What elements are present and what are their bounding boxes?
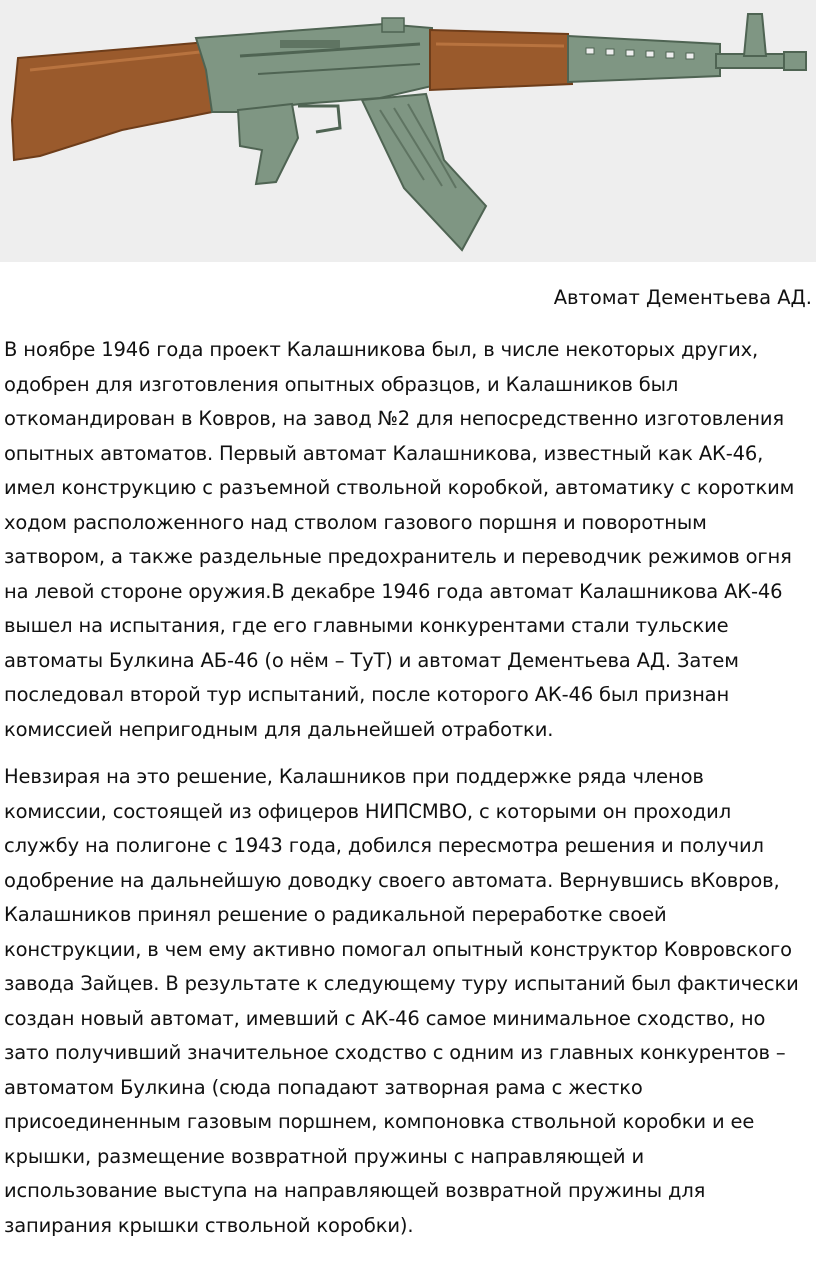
text-line: автоматы Булкина АБ-46 (о нём – ТуТ) и автомат Дементьева АД. Затем	[4, 648, 739, 672]
rifle-gas-block	[568, 36, 720, 82]
text-line: имел конструкцию с разъемной ствольной коробкой, автоматику с коротким	[4, 476, 795, 499]
rifle-illustration	[0, 0, 816, 262]
paragraph-2	[4, 760, 816, 1243]
text-line: ходом расположенного над стволом газового поршня и поворотным	[4, 510, 707, 534]
text-line: Калашников принял решение о радикальной переработке своей	[4, 903, 667, 926]
text-line: одобрен для изготовления опытных образцов, и Калашников был	[4, 372, 679, 396]
text-line: В ноябре 1946 года проект Калашникова был, в числе некоторых других,	[4, 338, 759, 361]
text-line: создан новый автомат, имевший с АК-46 самое минимальное сходство, но	[4, 1006, 766, 1030]
rifle-muzzle	[784, 52, 806, 70]
text-line: присоединенным газовым поршнем, компоновка ствольной коробки и ее	[4, 1110, 755, 1133]
paragraph-1	[4, 333, 816, 747]
rifle-front-sight	[744, 14, 766, 56]
text-line: на левой стороне оружия.В декабре 1946 года автомат Калашникова АК-46	[4, 579, 783, 603]
text-line: автоматом Булкина (сюда попадают затворная рама с жестко	[4, 1075, 643, 1099]
text-line: вышел на испытания, где его главными конкурентами стали тульские	[4, 614, 729, 637]
text-line: комиссией непригодным для дальнейшей отработки.	[4, 717, 554, 741]
text-line: конструкции, в чем ему активно помогал опытный конструктор Ковровского	[4, 937, 792, 961]
text-line: зато получивший значительное сходство с одним из главных конкурентов –	[4, 1041, 786, 1064]
text-line: запирания крышки ствольной коробки).	[4, 1213, 414, 1237]
text-line: завода Зайцев. В результате к следующему туру испытаний был фактически	[4, 972, 799, 995]
text-line: последовал второй тур испытаний, после которого АК-46 был признан	[4, 683, 730, 706]
text-line: откомандирован в Ковров, на завод №2 для непосредственно изготовления	[4, 407, 784, 430]
text-line: Невзирая на это решение, Калашников при поддержке ряда членов	[4, 765, 704, 788]
text-line: одобрение на дальнейшую доводку своего автомата. Вернувшись вКовров,	[4, 868, 780, 892]
text-line: использование выступа на направляющей возвратной пружины для	[4, 1179, 706, 1202]
text-line: затвором, а также раздельные предохранитель и переводчик режимов огня	[4, 545, 792, 568]
rifle-figure	[0, 0, 816, 262]
text-line: службу на полигоне с 1943 года, добился пересмотра решения и получил	[4, 834, 764, 857]
text-line: крышки, размещение возвратной пружины с направляющей и	[4, 1144, 645, 1168]
figure-caption: Автомат Дементьева АД.	[553, 286, 812, 309]
rifle-handguard	[430, 30, 572, 90]
text-line: опытных автоматов. Первый автомат Калашникова, известный как АК-46,	[4, 441, 764, 465]
text-line: комиссии, состоящей из офицеров НИПСМВО, с которыми он проходил	[4, 799, 732, 823]
